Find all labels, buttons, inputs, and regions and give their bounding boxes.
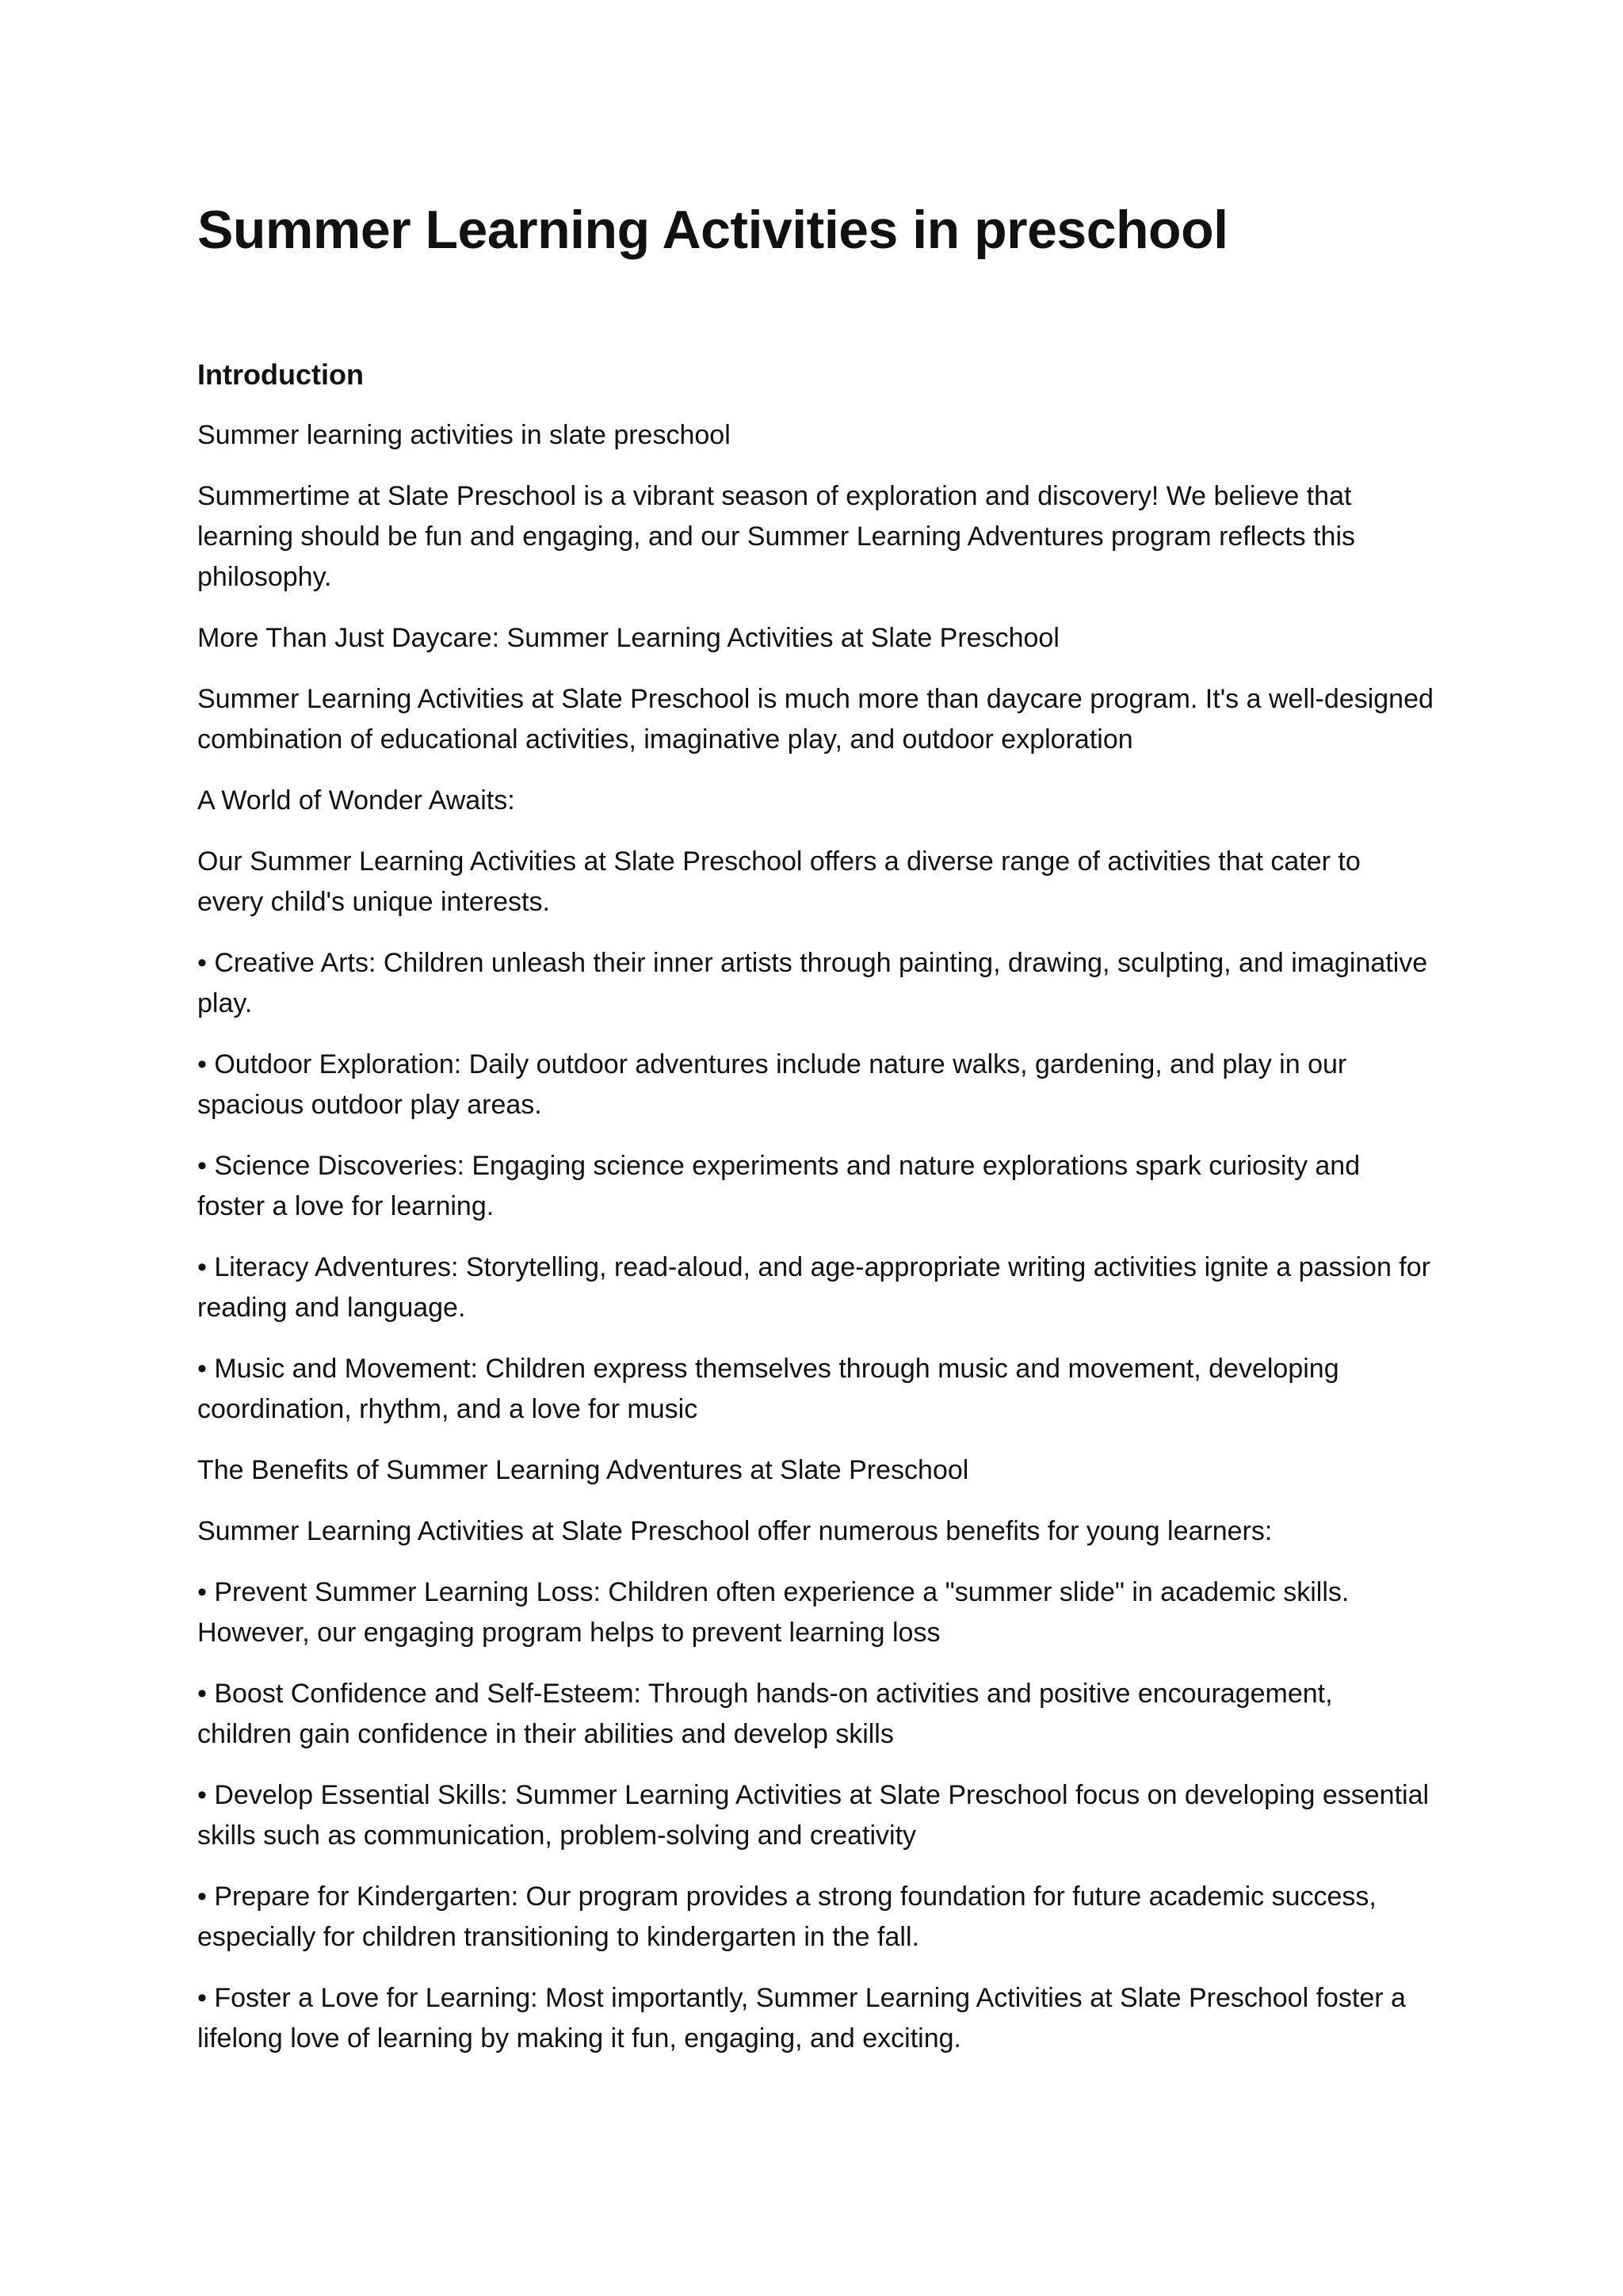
paragraph-world-of-wonder-heading: A World of Wonder Awaits: bbox=[197, 785, 515, 816]
paragraph-intro: Summertime at Slate Preschool is a vibrant season of exploration and discovery! We believe that learning should be fun and engaging, and our Summer Learning Adventures program reflects this philosophy. bbox=[197, 481, 1356, 593]
bullet-boost-confidence: • Boost Confidence and Self-Esteem: Through hands-on activities and positive encouragement, children gain confidence in their abilities and develop skills bbox=[197, 1679, 1333, 1750]
bullet-music-and-movement: • Music and Movement: Children express themselves through music and movement, developing coordination, rhythm, and a love for music bbox=[197, 1354, 1339, 1425]
section-heading-introduction: Introduction bbox=[197, 357, 364, 391]
paragraph-subtitle: Summer learning activities in slate preschool bbox=[197, 420, 731, 451]
paragraph-more-than-daycare-heading: More Than Just Daycare: Summer Learning Activities at Slate Preschool bbox=[197, 623, 1060, 654]
document-page bbox=[197, 198, 1434, 2080]
bullet-outdoor-exploration: • Outdoor Exploration: Daily outdoor adventures include nature walks, gardening, and play in our spacious outdoor play areas. bbox=[197, 1049, 1347, 1121]
bullet-foster-love-learning: • Foster a Love for Learning: Most importantly, Summer Learning Activities at Slate Preschool foster a lifelong love of learning by making it fun, engaging, and exciting. bbox=[197, 1983, 1406, 2054]
bullet-prepare-kindergarten: • Prepare for Kindergarten: Our program provides a strong foundation for future academic success, especially for children transitioning to kindergarten in the fall. bbox=[197, 1881, 1377, 1953]
bullet-prevent-learning-loss: • Prevent Summer Learning Loss: Children often experience a "summer slide" in academic skills. However, our engaging program helps to prevent learning loss bbox=[197, 1577, 1350, 1648]
bullet-science-discoveries: • Science Discoveries: Engaging science experiments and nature explorations spark curiosity and foster a love for learning. bbox=[197, 1151, 1361, 1222]
bullet-creative-arts: • Creative Arts: Children unleash their inner artists through painting, drawing, sculpting, and imaginative play. bbox=[197, 948, 1428, 1019]
paragraph-world-of-wonder: Our Summer Learning Activities at Slate Preschool offers a diverse range of activities that cater to every child's unique interests. bbox=[197, 846, 1361, 918]
bullet-develop-skills: • Develop Essential Skills: Summer Learning Activities at Slate Preschool focus on developing essential skills such as communication, problem-solving and creativity bbox=[197, 1780, 1430, 1851]
paragraph-more-than-daycare: Summer Learning Activities at Slate Preschool is much more than daycare program. It's a well-designed combination of educational activities, imaginative play, and outdoor exploration bbox=[197, 684, 1434, 755]
paragraph-benefits-heading: The Benefits of Summer Learning Adventures at Slate Preschool bbox=[197, 1455, 969, 1486]
document-title: Summer Learning Activities in preschool bbox=[197, 200, 1228, 260]
bullet-literacy-adventures: • Literacy Adventures: Storytelling, read-aloud, and age-appropriate writing activities ignite a passion for reading and language. bbox=[197, 1252, 1430, 1324]
paragraph-benefits-intro: Summer Learning Activities at Slate Preschool offer numerous benefits for young learners: bbox=[197, 1516, 1273, 1547]
